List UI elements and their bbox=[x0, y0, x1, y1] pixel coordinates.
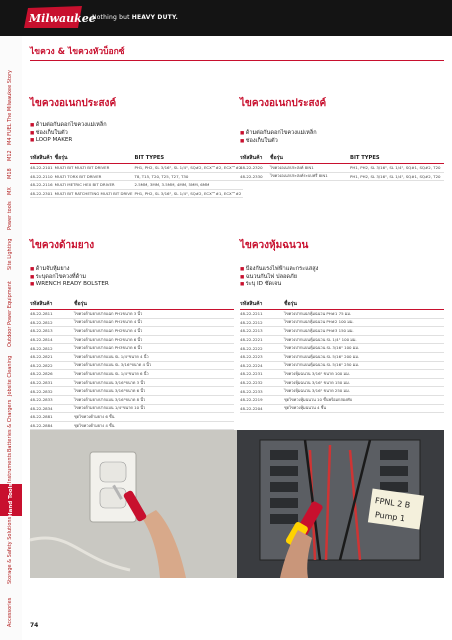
category-sidebar bbox=[0, 36, 22, 640]
cell-code: 48-22-2811 bbox=[30, 310, 74, 319]
table-row bbox=[30, 335, 234, 344]
table-row bbox=[30, 181, 243, 190]
bullet-item: ■ ช่องเก็บในตัว bbox=[30, 130, 107, 138]
cell-name: ไขควงด้ามยางปากแบน 1/4"ขนาด 10 นิ้ว bbox=[74, 404, 234, 413]
cell-bits: PH1, PH2, SL 3/16", SL 1/4", SQ#1, SQ#2, T20 bbox=[350, 164, 444, 173]
bullet-item: ■ ช่องเก็บในตัว bbox=[240, 138, 317, 146]
cell-name: MULTI TORX BIT DRIVER bbox=[55, 172, 135, 181]
table-cushion-grip bbox=[30, 300, 234, 430]
table-row bbox=[30, 413, 234, 422]
cell-code: 48-22-2212 bbox=[240, 318, 284, 327]
cell-name: MULTI BIT RATCHETING MULTI BIT DRIVE bbox=[54, 191, 133, 197]
section-bullets-multi-bit bbox=[30, 122, 107, 145]
cell-bits: T8, T15, T20, T25, T27, T30 bbox=[134, 172, 243, 181]
bullet-item: ■ ด้ามต่อกันดอกไขควงแม่เหล็ก bbox=[240, 130, 317, 138]
table-row bbox=[240, 370, 444, 379]
milwaukee-logo bbox=[22, 4, 96, 32]
cell-name: ไขควงหุ้มฉนวน 3/16" ขนาด 250 มม. bbox=[284, 387, 444, 396]
table-row bbox=[240, 327, 444, 336]
tab-site-lighting[interactable]: Site Lighting bbox=[7, 238, 13, 270]
col-header-bits: BIT TYPES bbox=[350, 154, 444, 164]
cell-name: ไขควงด้ามยางปากแบน 3/16"ขนาด 3 นิ้ว bbox=[74, 378, 234, 387]
tab-m12[interactable]: M12 bbox=[7, 150, 13, 162]
tab-jobsite-cleaning[interactable]: Jobsite Cleaning bbox=[7, 355, 13, 397]
cell-bits: PH1, PH2, SL 3/16", SL 1/4", SQ#1, SQ#2, T20 bbox=[350, 172, 444, 181]
table-insulated bbox=[240, 300, 444, 413]
section-title-multi-bit: ไขควงอเนกประสงค์ bbox=[30, 98, 117, 109]
cell-name: ไขควงหุ้มฉนวน 3/16" ขนาด 100 มม. bbox=[284, 370, 444, 379]
table-row bbox=[30, 378, 234, 387]
cell-code: 48-22-2812 bbox=[30, 318, 74, 327]
table-row bbox=[240, 172, 444, 181]
page-title: ไขควง & ไขควงหัวบ็อกซ์ bbox=[30, 47, 125, 57]
cell-name: MULTI METRIC HEX BIT DRIVER bbox=[55, 181, 135, 190]
table-row bbox=[30, 344, 234, 353]
table-row bbox=[30, 310, 234, 319]
bullet-item: ■ ระบุ ID ชัดเจน bbox=[240, 281, 318, 289]
wire-tag-line2: Pump 1 bbox=[374, 510, 406, 524]
table-row bbox=[30, 370, 234, 379]
tab-batteries-chargers[interactable]: Batteries & Chargers bbox=[7, 399, 13, 453]
bullet-item: ■ ด้ามจับหุ้มยาง bbox=[30, 266, 109, 274]
table-header-row bbox=[30, 154, 243, 164]
table-header-row bbox=[240, 154, 444, 164]
cell-name: ไขควงด้ามยางปากแบน SL 3/16"ขนาด 4 นิ้ว bbox=[74, 361, 234, 370]
cell-code: 48-22-2814 bbox=[30, 335, 74, 344]
cell-code: 48-22-2219 bbox=[240, 395, 284, 404]
table-row bbox=[30, 395, 234, 404]
cell-code: 48-22-2813 bbox=[30, 327, 74, 336]
col-header-name: ชื่อรุ่น bbox=[270, 154, 350, 164]
wire-tag bbox=[368, 489, 424, 530]
table-row bbox=[240, 335, 444, 344]
cell-name: ไขควงด้ามยางปากแบน SL 1/4"ขนาด 4 นิ้ว bbox=[74, 352, 234, 361]
cell-code: 48-22-2826 bbox=[30, 370, 74, 379]
cell-name: ไขควงด้ามยางปากแฉก PH3ขนาด 6 นิ้ว bbox=[74, 344, 234, 353]
cell-name: ชุดไขควงด้ามยาง 6 ชิ้น bbox=[74, 413, 234, 422]
table-header-row bbox=[30, 300, 234, 310]
cell-name: ไขควงปากแบนหุ้มฉนวน SL 5/16" 200 มม. bbox=[284, 352, 444, 361]
table-row bbox=[30, 352, 234, 361]
tab-hand-tools[interactable]: Hand Tools bbox=[0, 484, 22, 516]
cell-code: 48-22-2834 bbox=[30, 404, 74, 413]
cell-code: 48-22-2233 bbox=[240, 387, 284, 396]
cell-name: MULTI BIT MULTI BIT DRIVER bbox=[55, 164, 135, 173]
cell-name: ไขควงด้ามยางปากแบน 3/16"ขนาด 8 นิ้ว bbox=[74, 395, 234, 404]
cell-code: 48-22-2204 bbox=[240, 404, 284, 413]
cell-bits: PH1, PH2, SL 3/16", SL 1/4", SQ#2, ECX™#2, ECX™#2 bbox=[134, 165, 242, 171]
cell-name: ไขควงด้ามยางปากแฉก PH2ขนาด 4 นิ้ว bbox=[74, 327, 234, 336]
cell-code: 48-22-2330 bbox=[240, 172, 270, 181]
table-row bbox=[240, 404, 444, 413]
page-number: 74 bbox=[30, 622, 39, 629]
cell-name: ไขควงหุ้มฉนวน 3/16" ขนาด 150 มม. bbox=[284, 378, 444, 387]
table-row bbox=[240, 387, 444, 396]
tab-accessories[interactable]: Accessories bbox=[7, 597, 13, 627]
tab-storage-safety[interactable]: Storage & Safety Solutions bbox=[7, 516, 13, 584]
cell-code: 48-22-2232 bbox=[240, 378, 284, 387]
cell-code: 48-22-2211 bbox=[240, 310, 284, 319]
table-row bbox=[30, 361, 234, 370]
cell-name: ไขควงปากแบนหุ้มฉนวน SL 5/16" 250 มม. bbox=[284, 361, 444, 370]
cell-name: ไขควงปากแบนหุ้มฉนวน SL 3/16" 100 มม. bbox=[284, 344, 444, 353]
tab-m18[interactable]: M18 bbox=[7, 168, 13, 180]
bullet-item: ■ ระบุดอกไขควงที่ด้าม bbox=[30, 274, 109, 282]
table-header-row bbox=[240, 300, 444, 310]
table-row bbox=[30, 421, 234, 430]
cell-name: ไขควงปากแฉกหุ้มฉนวน PH#2 100 มม. bbox=[284, 318, 444, 327]
brand-tagline bbox=[92, 14, 178, 21]
table-row bbox=[240, 344, 444, 353]
table-row bbox=[30, 318, 234, 327]
table-row bbox=[240, 395, 444, 404]
bullet-item: ■ LOOP MAKER bbox=[30, 137, 107, 145]
cell-code: 48-22-2110 bbox=[30, 173, 53, 179]
tab-outdoor-power[interactable]: Outdoor Power Equipment bbox=[7, 281, 13, 347]
cell-code: 48-22-2221 bbox=[240, 335, 284, 344]
table-multi-bit bbox=[30, 154, 243, 198]
col-header-code: รหัสสินค้า bbox=[240, 300, 284, 310]
col-header-name: ชื่อรุ่น bbox=[74, 300, 234, 310]
cell-name: ไขควงปากแฉกหุ้มฉนวน PH#1 75 มม. bbox=[284, 310, 444, 319]
cell-code: 48-22-2116 bbox=[30, 182, 53, 188]
cell-code: 48-22-2213 bbox=[240, 327, 284, 336]
col-header-code: รหัสสินค้า bbox=[240, 154, 270, 164]
tab-m4-fuel[interactable]: M4 FUEL bbox=[7, 123, 13, 145]
bullet-item: ■ ฉนวนกันไฟ ปลอดภัย bbox=[240, 274, 318, 282]
cell-name: ไขควงด้ามยางปากแฉก PH1ขนาด 4 นิ้ว bbox=[74, 318, 234, 327]
col-header-bits: BIT TYPES bbox=[134, 154, 243, 164]
electrician-scene-illustration bbox=[30, 430, 444, 578]
cell-name: ชุดไขควงหุ้มฉนวน 10 ชิ้นพร้อมกล่องพับ bbox=[284, 395, 444, 404]
table-row bbox=[30, 327, 234, 336]
cell-bits: PH1, PH2, SL 3/16", SL 1/4", SQ#2, ECX™#1, ECX™#2 bbox=[134, 191, 242, 197]
table-row bbox=[30, 172, 243, 181]
cell-name: ชุดไขควงด้ามยาง 4 ชิ้น bbox=[74, 421, 234, 430]
cell-name: ไขควงอเนกประสงค์ 8IN1 bbox=[270, 164, 350, 173]
tab-milwaukee-story[interactable]: The Milwaukee Story bbox=[7, 70, 13, 122]
tab-mx[interactable]: MX bbox=[7, 187, 13, 195]
tagline-strong: HEAVY DUTY. bbox=[131, 14, 178, 21]
cell-code: 48-22-2222 bbox=[240, 344, 284, 353]
col-header-name: ชื่อรุ่น bbox=[284, 300, 444, 310]
table-row bbox=[240, 378, 444, 387]
table-row bbox=[240, 361, 444, 370]
table-row bbox=[30, 189, 243, 198]
section-bullets-cushion-grip bbox=[30, 266, 109, 289]
logo-text: Milwaukee bbox=[29, 12, 96, 25]
col-header-name: ชื่อรุ่น bbox=[55, 154, 135, 164]
cell-name: ไขควงปากแบนหุ้มฉนวน SL 1/4" 100 มม. bbox=[284, 335, 444, 344]
cell-code: 48-22-2320 bbox=[240, 164, 270, 173]
cell-name: ไขควงอเนกประสงค์ระบบฟรี 8IN1 bbox=[270, 172, 350, 181]
wire-tag-line1: FPNL 2 B bbox=[374, 496, 411, 510]
tab-power-tools[interactable]: Power tools bbox=[7, 201, 13, 231]
section-title-compact: ไขควงอเนกประสงค์ bbox=[240, 98, 327, 109]
brand-header bbox=[0, 0, 452, 36]
cell-code: 48-22-2812 bbox=[30, 344, 74, 353]
section-bullets-compact bbox=[240, 130, 317, 145]
col-header-code: รหัสสินค้า bbox=[30, 154, 55, 164]
cell-code: 48-22-2831 bbox=[30, 378, 74, 387]
cell-name: ไขควงด้ามยางปากแฉก PH1ขนาด 3 นิ้ว bbox=[74, 310, 234, 319]
cell-code: 48-22-2832 bbox=[30, 387, 74, 396]
cell-code: 48-22-2231 bbox=[240, 370, 284, 379]
table-row bbox=[240, 164, 444, 173]
title-divider bbox=[30, 60, 444, 61]
table-row bbox=[30, 404, 234, 413]
bullet-item: ■ ป้องกันแรงไฟฟ้าและกระแสสูง bbox=[240, 266, 318, 274]
table-row bbox=[30, 387, 234, 396]
table-row bbox=[240, 318, 444, 327]
tagline-prefix: Nothing but bbox=[92, 14, 130, 21]
bullet-item: ■ ด้ามต่อกันดอกไขควงแม่เหล็ก bbox=[30, 122, 107, 130]
product-photo bbox=[30, 430, 444, 578]
table-compact bbox=[240, 154, 444, 181]
table-row bbox=[240, 310, 444, 319]
section-title-insulated: ไขควงหุ้มฉนวน bbox=[240, 240, 309, 251]
bullet-item: ■ WRENCH READY BOLSTER bbox=[30, 281, 109, 289]
col-header-code: รหัสสินค้า bbox=[30, 300, 74, 310]
cell-name: ไขควงด้ามยางปากแบน SL 1/4"ขนาด 6 นิ้ว bbox=[74, 370, 234, 379]
cell-name: ไขควงด้ามยางปากแบน 3/16"ขนาด 6 นิ้ว bbox=[74, 387, 234, 396]
cell-name: ไขควงด้ามยางปากแฉก PH2ขนาด 6 นิ้ว bbox=[74, 335, 234, 344]
section-bullets-insulated bbox=[240, 266, 318, 289]
table-row bbox=[30, 164, 243, 173]
cell-code: 48-22-2822 bbox=[30, 361, 74, 370]
cell-code: 48-22-2884 bbox=[30, 421, 74, 430]
cell-code: 48-22-2101 bbox=[30, 165, 53, 171]
table-row bbox=[240, 352, 444, 361]
cell-code: 48-22-2833 bbox=[30, 395, 74, 404]
cell-code: 48-22-2223 bbox=[240, 352, 284, 361]
cell-name: ชุดไขควงหุ้มฉนวน 4 ชิ้น bbox=[284, 404, 444, 413]
cell-name: ไขควงปากแฉกหุ้มฉนวน PH#3 150 มม. bbox=[284, 327, 444, 336]
cell-code: 48-22-2301 bbox=[30, 191, 53, 197]
cell-bits: 2.5MM, 3MM, 3.5MM, 4MM, 5MM, 6MM bbox=[134, 181, 243, 190]
cell-code: 48-22-2881 bbox=[30, 413, 74, 422]
cell-code: 48-22-2224 bbox=[240, 361, 284, 370]
tab-instruments[interactable]: Instruments bbox=[7, 452, 13, 484]
section-title-cushion-grip: ไขควงด้ามยาง bbox=[30, 240, 95, 251]
cell-code: 48-22-2821 bbox=[30, 352, 74, 361]
